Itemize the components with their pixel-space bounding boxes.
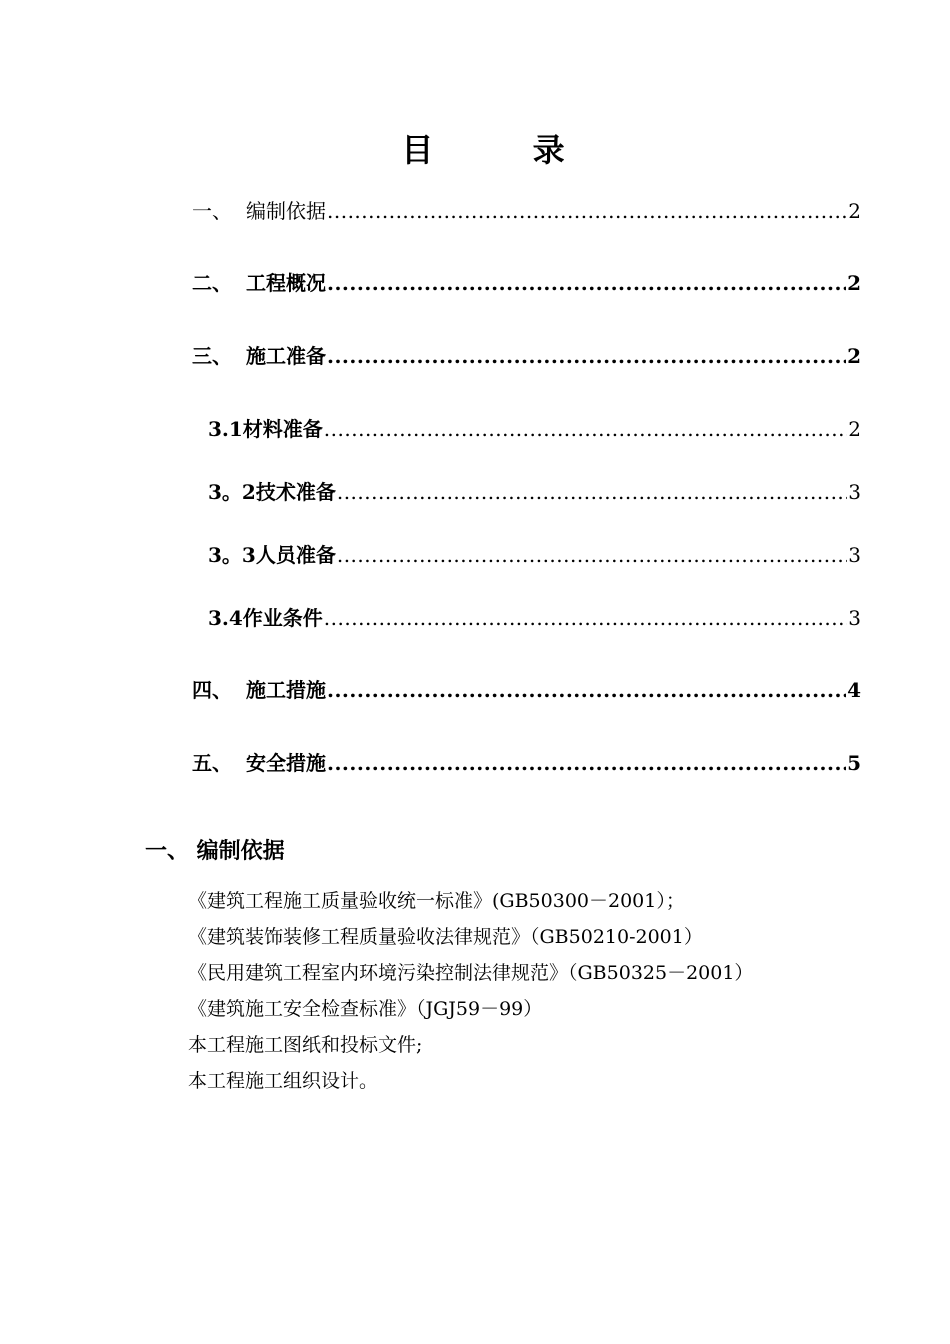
toc-title: 目 录: [401, 131, 609, 169]
toc-entry-number: 3。2: [208, 480, 256, 504]
basis-line: 《民用建筑工程室内环境污染控制法律规范》（GB50325－2001）: [188, 962, 754, 984]
section-heading: 一、 编制依据: [145, 838, 285, 864]
toc-entry[interactable]: [208, 538, 861, 568]
toc-leader-dots: [327, 750, 846, 776]
toc-entry-label: 作业条件: [242, 606, 323, 630]
basis-line: 《建筑装饰装修工程质量验收法律规范》（GB50210-2001）: [188, 926, 703, 948]
toc-entry-label: 编制依据: [246, 199, 326, 223]
toc-entry-number: 3.1: [208, 417, 243, 441]
basis-line: 《建筑工程施工质量验收统一标准》(GB50300－2001）；: [188, 890, 685, 912]
toc-leader-dots: [327, 198, 847, 224]
toc-entry-label: 施工措施: [246, 678, 326, 702]
toc-leader-dots: [327, 270, 846, 296]
toc-entry[interactable]: [208, 601, 861, 631]
toc-entry-label: 安全措施: [246, 751, 326, 775]
toc-entry[interactable]: [192, 339, 861, 369]
toc-entry[interactable]: [208, 412, 861, 442]
toc-entry-page: 2: [848, 199, 861, 223]
toc-entry-page: 2: [847, 344, 861, 368]
toc-leader-dots: [327, 677, 846, 703]
toc-entry-label: 工程概况: [246, 271, 326, 295]
toc-entry-number: 二、: [192, 271, 232, 295]
toc-entry[interactable]: [208, 475, 861, 505]
basis-line: 本工程施工图纸和投标文件;: [188, 1034, 423, 1056]
toc-entry-label: 材料准备: [242, 417, 323, 441]
toc-entry-page: 2: [848, 417, 861, 441]
basis-line: 本工程施工组织设计。: [188, 1070, 379, 1092]
toc-entry[interactable]: [192, 266, 861, 296]
toc-entry-label: 技术准备: [255, 480, 336, 504]
toc-entry-number: 一、: [192, 199, 232, 223]
toc-entry[interactable]: [192, 673, 861, 703]
toc-entry-page: 3: [848, 543, 861, 567]
toc-entry-number: 四、: [192, 678, 232, 702]
toc-leader-dots: [324, 416, 847, 442]
basis-line: 《建筑施工安全检查标准》（JGJ59－99）: [188, 998, 543, 1020]
toc-leader-dots: [324, 605, 847, 631]
toc-leader-dots: [337, 479, 847, 505]
toc-entry-page: 2: [847, 271, 861, 295]
toc-entry-page: 4: [847, 678, 861, 702]
toc-entry-number: 五、: [192, 751, 232, 775]
toc-entry-number: 三、: [192, 344, 232, 368]
toc-entry-label: 人员准备: [255, 543, 336, 567]
toc-entry-number: 3。3: [208, 543, 256, 567]
toc-entry-page: 5: [847, 751, 861, 775]
toc-entry-page: 3: [848, 606, 861, 630]
toc-entry[interactable]: [192, 746, 861, 776]
toc-entry-number: 3.4: [208, 606, 243, 630]
toc-leader-dots: [327, 343, 846, 369]
toc-entry[interactable]: [192, 194, 861, 224]
toc-entry-page: 3: [848, 480, 861, 504]
toc-entry-label: 施工准备: [246, 344, 326, 368]
toc-leader-dots: [337, 542, 847, 568]
